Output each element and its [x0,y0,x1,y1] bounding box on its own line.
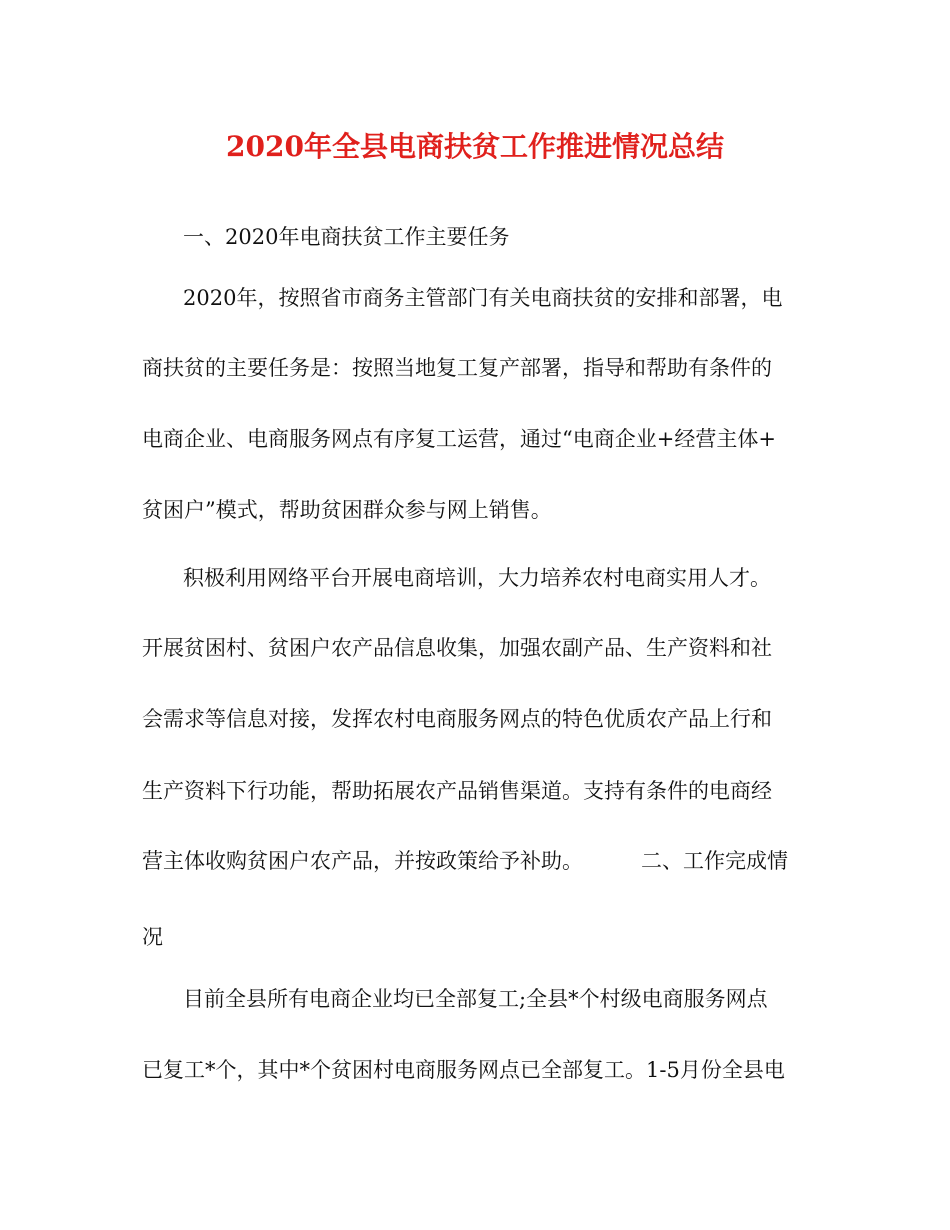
section-heading: 一、2020年电商扶贫工作主要任务 [183,225,510,249]
document-title: 2020年全县电商扶贫工作推进情况总结 [226,130,724,163]
paragraph-line: 2020年，按照省市商务主管部门有关电商扶贫的安排和部署，电 [183,286,783,310]
paragraph-text: 营主体收购贫困户农产品，并按政策给予补助。 [142,849,583,873]
paragraph-line: 已复工*个，其中*个贫困村电商服务网点已全部复工。1-5月份全县电 [142,1058,785,1082]
paragraph-line: 况 [142,925,163,949]
paragraph-line [142,846,788,876]
paragraph-line: 贫困户”模式，帮助贫困群众参与网上销售。 [142,498,552,522]
paragraph-line: 会需求等信息对接，发挥农村电商服务网点的特色优质农产品上行和 [142,707,772,731]
paragraph-line: 目前全县所有电商企业均已全部复工;全县*个村级电商服务网点 [183,987,768,1011]
section-heading: 二、工作完成情 [641,849,788,873]
paragraph-line: 商扶贫的主要任务是：按照当地复工复产部署，指导和帮助有条件的 [142,356,772,380]
paragraph-line: 电商企业、电商服务网点有序复工运营，通过“电商企业+经营主体+ [142,427,776,451]
paragraph-line: 积极利用网络平台开展电商培训，大力培养农村电商实用人才。 [183,566,771,590]
paragraph-line: 生产资料下行功能，帮助拓展农产品销售渠道。支持有条件的电商经 [142,779,772,803]
paragraph-line: 开展贫困村、贫困户农产品信息收集，加强农副产品、生产资料和社 [142,636,772,660]
